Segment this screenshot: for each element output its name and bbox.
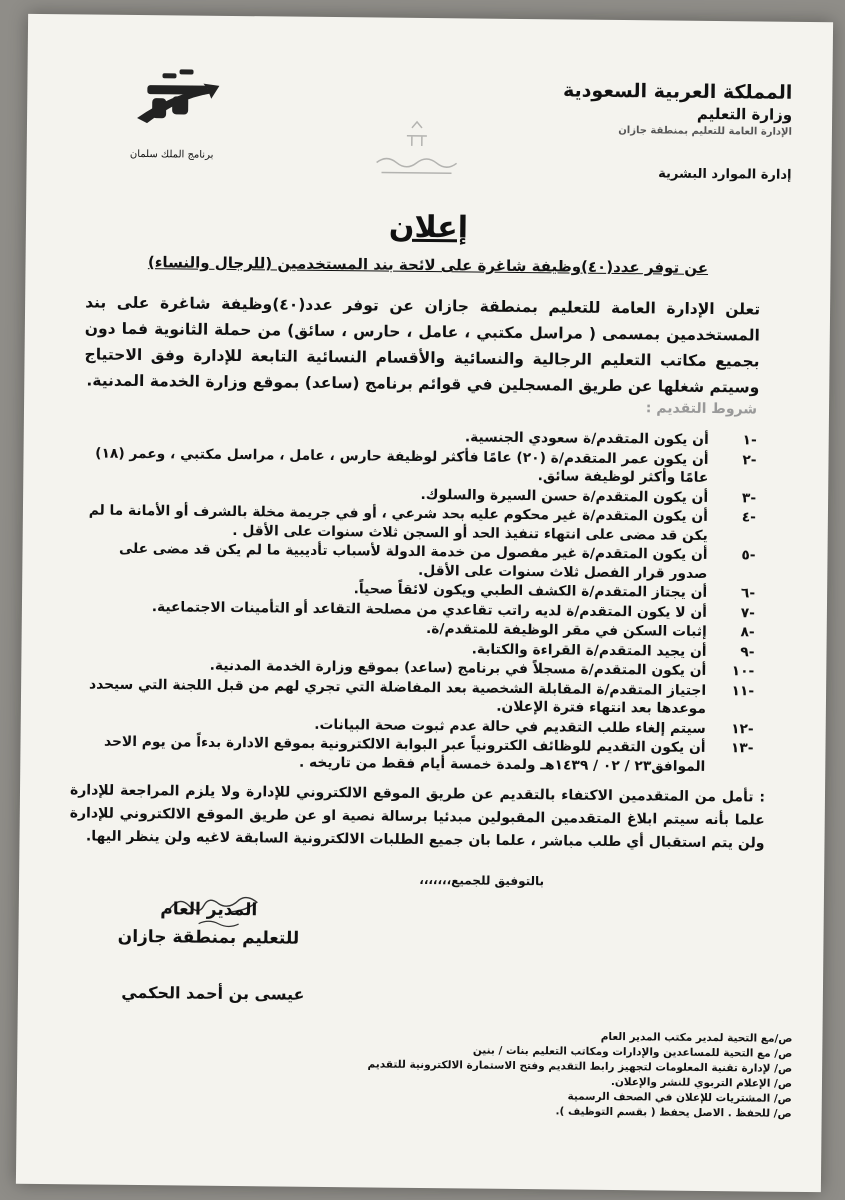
condition-item: -٥ أن يكون المتقدم/ة غير مفصول من خدمة الدولة لأسباب تأديبية ما لم يكن قد مضى على صدور قرار الفصل ثلاث سنوات على الأقل. (118, 540, 756, 582)
conditions-list (75, 424, 757, 777)
copy-item: ص/ المشتريات للإعلان في الصحف الرسمية (567, 1090, 792, 1105)
copy-item: ص/مع التحية لمدير مكتب المدير العام (600, 1030, 793, 1045)
condition-item: -٧ أن لا يكون المتقدم/ة لديه راتب تقاعدي من مصلحة التقاعد أو التأمينات الاجتماعية. (151, 598, 755, 621)
ministry-logo (356, 117, 477, 188)
intro-paragraph: تعلن الإدارة العامة للتعليم بمنطقة جازان عن توفر عدد(٤٠)وظيفة شاغرة على بند المستخدمين بمسمى ( مراسل مكتبي ، عامل ، حارس ، سائق) من حملة الثانوية فما دون بجميع مكاتب التعليم الرجالية والنسائية والأقسام النسائية التابعة للإدارة وفق الاحتياج وسيتم شغلها عن طريق المسجلين في قوائم برنامج (ساعد) بموقع وزارة الخدمة المدنية. (84, 293, 761, 397)
condition-item: -٨ إثبات السكن في مقر الوظيفة للمتقدم/ة. (425, 621, 755, 641)
condition-item: -٩ أن يجيد المتقدم/ة القراءة والكتابة. (471, 640, 755, 660)
ministry-name: وزارة التعليم (696, 104, 793, 124)
copy-item: ص/ مع التحية للمساعدين والإدارات ومكاتب التعليم بنات / بنين (472, 1044, 793, 1060)
conditions-heading: شروط التقديم : (645, 400, 758, 418)
announcement-subtitle: عن توفر عدد(٤٠)وظيفة شاغرة على لائحة بند المستخدمين (للرجال والنساء) (147, 253, 709, 277)
condition-item: -١٠ أن يكون المتقدم/ة مسجلاً في برنامج (ساعد) بموقع وزارة الخدمة المدنية. (209, 657, 755, 680)
kingdom-name: المملكة العربية السعودية (562, 79, 793, 104)
signatory-title (108, 895, 309, 953)
closing-note: : تأمل من المتقدمين الاكتفاء بالتقديم عن طريق الموقع الالكتروني للإدارة ولا يلزم المراجعة للإدارة علما بأنه سيتم ابلاغ المتقدمين المقبولين مبدئيا برسالة نصية او عن طريق الموقع الالكتروني للإدارة ولن يتم استقبال أي طلب مباشر ، علما بان جميع الطلبات الالكترونية السابقة لاغيه ولن ينظر اليها. (69, 782, 766, 852)
copy-item: ص/ لإدارة تقنية المعلومات لتجهيز رابط التقديم وفتح الاستمارة الالكترونية للتقديم (367, 1058, 793, 1075)
condition-item: -١٢ سيتم إلغاء طلب التقديم في حالة عدم ثبوت صحة البيانات. (314, 716, 754, 737)
department-name: إدارة الموارد البشرية (658, 166, 792, 183)
program-logo (111, 63, 232, 174)
program-caption: برنامج الملك سلمان (129, 148, 214, 161)
condition-item: -١ أن يكون المتقدم/ة سعودي الجنسية. (464, 429, 757, 449)
copy-item: ص/ للحفظ . الاصل يحفظ ( بقسم التوظيف ). (555, 1105, 792, 1120)
document-page (16, 14, 833, 1192)
signatory-title-line2: للتعليم بمنطقة جازان (117, 926, 300, 949)
letterhead (562, 79, 792, 182)
condition-item: -٢ أن يكون عمر المتقدم/ة (٢٠) عامًا فأكثر لوظيفة حارس ، عامل ، مراسل مكتبي ، وعمر (١٨) عامًا وأكثر لوظيفة سائق. (95, 445, 757, 486)
announcement-title: إعلان (388, 209, 469, 246)
signatory-title-line1: المدير العام (160, 899, 258, 921)
condition-item: -١٣ أن يكون التقديم للوظائف الكترونياً عبر البوابة الالكترونية بموقع الادارة بدءاً من يوم الاحد الموافق٢٣ / ٠٢ / ١٤٣٩هـ ولمدة خمسة أيام فقط من تاريخه . (103, 733, 754, 775)
thanks-line: بالتوفيق للجميع،،،،،،، (419, 872, 545, 889)
condition-item: -٣ أن يكون المتقدم/ة حسن السيرة والسلوك. (420, 486, 757, 506)
condition-item: -١١ اجتياز المتقدم/ة المقابلة الشخصية بعد المفاضلة التي تجري لهم من قبل اللجنة التي سيحدد موعدها بعد انتهاء فترة الإعلان. (89, 675, 755, 717)
signatory-name: عيسى بن أحمد الحكمي (121, 982, 305, 1004)
copy-item: ص/ الإعلام التربوي للنشر والإعلان. (610, 1075, 793, 1090)
condition-item: -٤ أن يكون المتقدم/ة غير محكوم عليه بحد شرعي ، أو في جريمة مخلة بالشرف أو الأمانة ما لم يكن قد مضى على انتهاء تنفيذ الحد أو السجن ثلاث سنوات على الأقل . (88, 502, 756, 544)
condition-item: -٦ أن يجتاز المتقدم/ة الكشف الطبي ويكون لائقاً صحياً. (353, 581, 756, 602)
copies-list (272, 1026, 793, 1121)
directorate-name: الإدارة العامة للتعليم بمنطقة جازان (618, 125, 793, 138)
